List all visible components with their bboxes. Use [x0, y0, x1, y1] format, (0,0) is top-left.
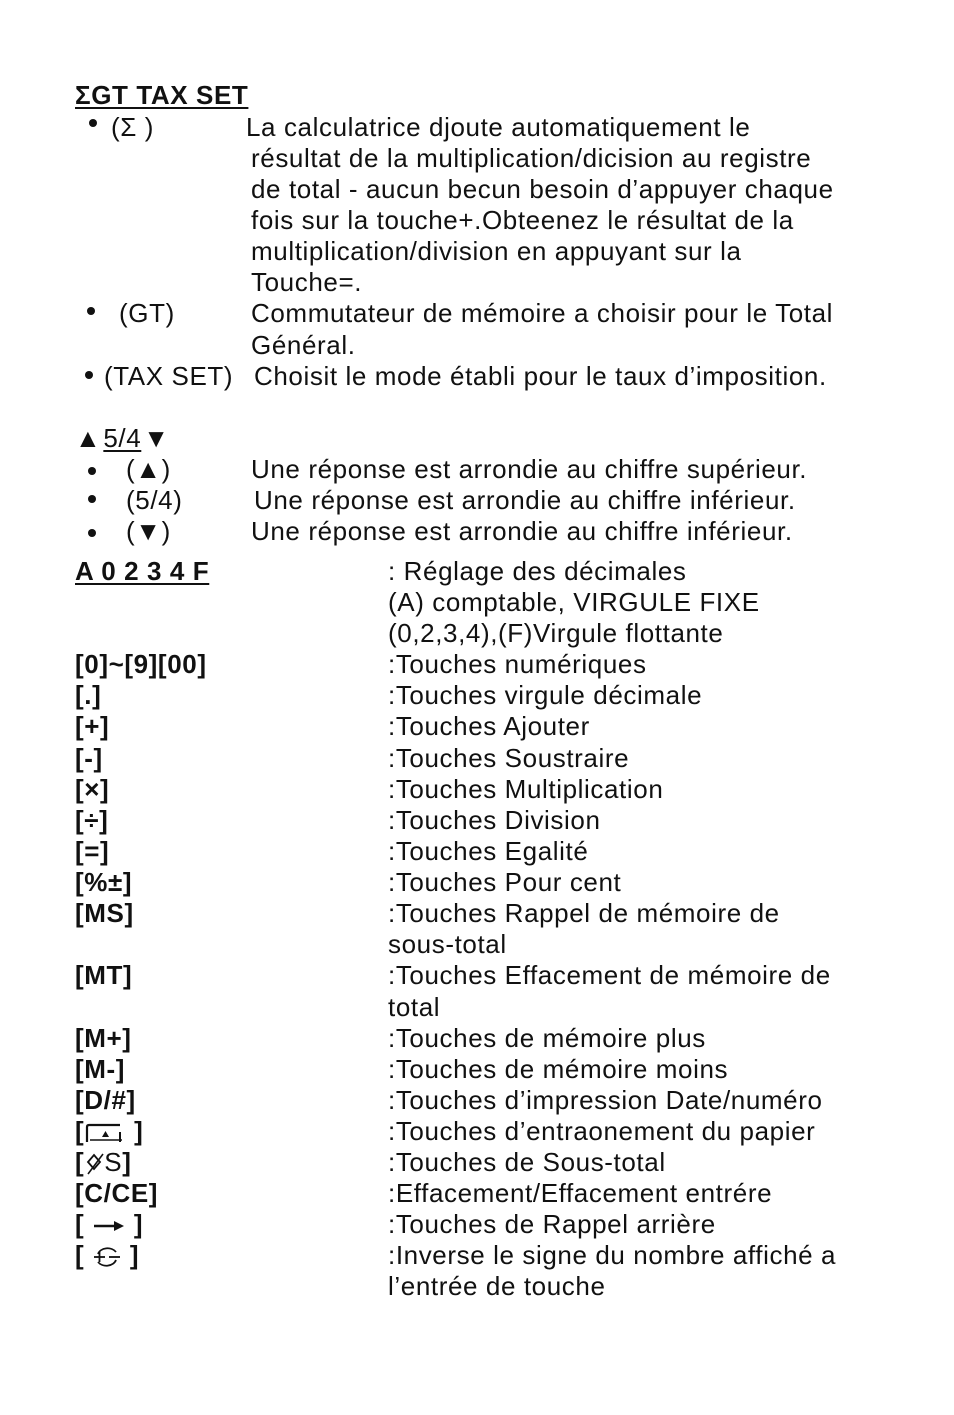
key-ms-desc-line-1: :Touches Rappel de mémoire de	[388, 898, 780, 928]
key-paper-feed-desc: :Touches d’entraonement du papier	[388, 1116, 816, 1146]
decimal-heading: A 0 2 3 4 F	[75, 556, 210, 586]
tax-set-desc: Choisit le mode établi pour le taux d’imposition.	[254, 361, 827, 391]
gt-desc-line-2: Général.	[251, 330, 356, 360]
key-divide-desc: :Touches Division	[388, 805, 601, 835]
key-plus: [+]	[75, 711, 110, 741]
key-multiply: [×]	[75, 774, 110, 804]
key-clear-desc: :Effacement/Effacement entrére	[388, 1178, 773, 1208]
key-subtotal: [ S]	[75, 1147, 132, 1177]
rounding-heading-label: 5/4	[103, 423, 142, 453]
round-down-desc: Une réponse est arrondie au chiffre inférieur.	[251, 516, 793, 546]
gt-desc-line-1: Commutateur de mémoire a choisir pour le Total	[251, 298, 834, 328]
bullet-icon	[85, 371, 93, 379]
sigma-desc-line-5: multiplication/division en appuyant sur la	[251, 236, 742, 266]
triangle-down-icon: ▼	[143, 423, 170, 453]
key-m-minus: [M-]	[75, 1054, 126, 1084]
key-percent-desc: :Touches Pour cent	[388, 867, 622, 897]
key-sign-change-desc-line-2: l’entrée de touche	[388, 1271, 606, 1301]
subtotal-icon	[84, 1152, 104, 1176]
key-m-plus-desc: :Touches de mémoire plus	[388, 1023, 706, 1053]
key-m-minus-desc: :Touches de mémoire moins	[388, 1054, 729, 1084]
tax-set-item-label: (TAX SET)	[104, 361, 234, 391]
key-minus-desc: :Touches Soustraire	[388, 743, 630, 773]
bullet-icon	[87, 307, 95, 315]
key-subtotal-desc: :Touches de Sous-total	[388, 1147, 666, 1177]
key-percent: [%±]	[75, 867, 133, 897]
decimal-desc-line-3: (0,2,3,4),(F)Virgule flottante	[388, 618, 724, 648]
round-up-desc: Une réponse est arrondie au chiffre supérieur.	[251, 454, 808, 484]
key-mt-desc-line-1: :Touches Effacement de mémoire de	[388, 960, 831, 990]
key-equals-desc: :Touches Egalité	[388, 836, 589, 866]
key-mt-desc-line-2: total	[388, 992, 441, 1022]
sign-change-icon	[92, 1245, 122, 1269]
round-up-label: (▲)	[126, 454, 171, 484]
key-m-plus: [M+]	[75, 1023, 132, 1053]
backspace-arrow-icon	[92, 1218, 126, 1234]
sigma-desc-line-4: fois sur la touche+.Obteenez le résultat de la	[251, 205, 794, 235]
key-ms-desc-line-2: sous-total	[388, 929, 507, 959]
key-numeric: [0]~[9][00]	[75, 649, 207, 679]
key-date-number: [D/#]	[75, 1085, 136, 1115]
key-decimal-point: [.]	[75, 680, 102, 710]
key-backspace: [ ]	[75, 1209, 144, 1239]
key-sign-change: [ ]	[75, 1240, 140, 1270]
key-mt: [MT]	[75, 960, 133, 990]
sigma-desc-line-2: résultat de la multiplication/dicision au registre	[251, 143, 812, 173]
round-54-desc: Une réponse est arrondie au chiffre inférieur.	[254, 485, 796, 515]
key-clear: [C/CE]	[75, 1178, 159, 1208]
paper-feed-icon	[84, 1122, 126, 1144]
sigma-desc-line-6: Touche=.	[251, 267, 363, 297]
rounding-heading	[75, 423, 170, 454]
key-date-number-desc: :Touches d’impression Date/numéro	[388, 1085, 823, 1115]
key-ms: [MS]	[75, 898, 134, 928]
key-numeric-desc: :Touches numériques	[388, 649, 647, 679]
decimal-desc-line-1: : Réglage des décimales	[388, 556, 687, 586]
key-plus-desc: :Touches Ajouter	[388, 711, 590, 741]
key-decimal-point-desc: :Touches virgule décimale	[388, 680, 703, 710]
key-paper-feed: [ ]	[75, 1116, 144, 1146]
key-minus: [-]	[75, 743, 103, 773]
key-divide: [÷]	[75, 805, 109, 835]
gt-item-label: (GT)	[119, 298, 175, 328]
sigma-desc-line-3: de total - aucun becun besoin d’appuyer chaque	[251, 174, 834, 204]
sigma-item-label: (Σ )	[111, 112, 155, 142]
decimal-desc-line-2: (A) comptable, VIRGULE FIXE	[388, 587, 760, 617]
key-equals: [=]	[75, 836, 110, 866]
sigma-gt-tax-set-heading: ΣGT TAX SET	[75, 80, 249, 110]
bullet-icon	[88, 495, 96, 503]
sigma-desc-line-1: La calculatrice djoute automatiquement le	[246, 112, 751, 142]
key-multiply-desc: :Touches Multiplication	[388, 774, 664, 804]
bullet-icon	[89, 119, 97, 127]
bullet-icon	[88, 467, 96, 475]
triangle-up-icon: ▲	[75, 423, 102, 453]
round-down-label: (▼)	[126, 516, 171, 546]
bullet-icon	[88, 529, 96, 537]
round-54-label: (5/4)	[126, 485, 183, 515]
key-sign-change-desc-line-1: :Inverse le signe du nombre affiché a	[388, 1240, 837, 1270]
key-backspace-desc: :Touches de Rappel arrière	[388, 1209, 716, 1239]
subtotal-s-label: S	[104, 1147, 123, 1177]
